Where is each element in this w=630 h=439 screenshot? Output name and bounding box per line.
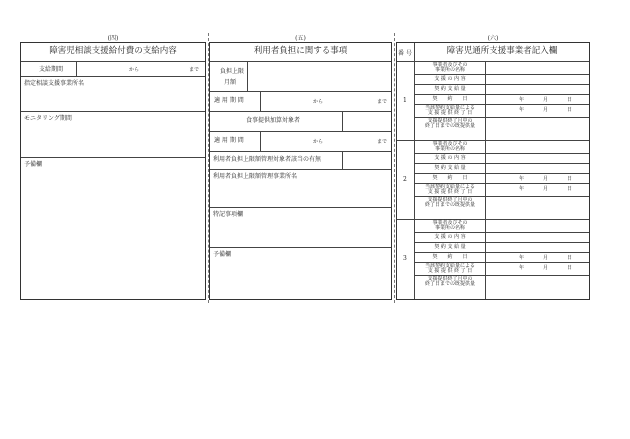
row-label-amount: 契 約 支 給 量 [434,244,466,250]
panel5-cap-label-a: 負担上限 [220,68,245,75]
row-label-end-date: 当該契約支給量による [424,184,475,190]
month-label: 月 [543,176,549,182]
panel5-mgmt-office-label: 利用者負担上限額管理事業所名 [213,173,298,180]
row-divider [414,163,589,164]
panel6-no-header: 番 号 [398,50,412,57]
panel4-frame [20,42,206,300]
panel5-special-label: 特記事項欄 [213,211,244,218]
panel6-frame [396,42,590,300]
row-divider [414,173,589,174]
row-label-remaining: 支援提供終了月中の [427,276,473,282]
panel4-to: まで [189,67,200,73]
month-label: 月 [543,107,549,113]
row-label-remaining: 支援提供終了月中の [427,197,473,203]
row-divider [414,84,589,85]
row-label-remaining-2: 終了日までの既提供量 [424,202,475,208]
row-label-remaining-2: 終了日までの既提供量 [424,281,475,287]
year-label: 年 [519,107,525,113]
panel5-frame [209,42,392,300]
month-label: 月 [543,97,549,103]
row-label-service: 支 援 の 内 容 [434,234,466,240]
panel5-cap-label-b: 月額 [224,79,237,86]
panel5-title: 利用者負担に関する事項 [253,46,348,56]
day-label: 日 [567,265,573,271]
row-label-contract-date: 契 約 日 [432,175,468,181]
year-label: 年 [519,176,525,182]
row-label-office-2: 事業所の名称 [434,146,465,152]
row-label-remaining: 支援提供終了月中の [427,118,473,124]
panel4-from: から [129,67,140,73]
row-divider [414,242,589,243]
group-number: 1 [403,96,407,104]
day-label: 日 [567,186,573,192]
panel5-period-label-2: 適 用 期 間 [214,137,244,144]
panel4-title: 障害児相談支援給付費の支給内容 [49,46,177,56]
row-divider [414,252,589,253]
panel5-period-label: 適 用 期 間 [214,97,244,104]
row-label-end-date-2: 支 援 提 供 終 了 日 [427,268,473,274]
row-label-service: 支 援 の 内 容 [434,155,466,161]
row-label-office: 事業者及びその [432,62,468,68]
day-label: 日 [567,176,573,182]
row-label-office: 事業者及びその [432,220,468,226]
row-divider [414,74,589,75]
year-label: 年 [519,97,525,103]
panel5-from-2: から [313,139,324,145]
day-label: 日 [567,255,573,261]
row-label-end-date: 当該契約支給量による [424,263,475,269]
month-label: 月 [543,265,549,271]
day-label: 日 [567,107,573,113]
year-label: 年 [519,255,525,261]
panel5-meal-label: 食事提供加算対象者 [246,117,301,124]
month-label: 月 [543,255,549,261]
panel5-number: (五) [295,35,306,42]
row-label-office-2: 事業所の名称 [434,67,465,73]
row-label-end-date-2: 支 援 提 供 終 了 日 [427,110,473,116]
row-divider [414,94,589,95]
day-label: 日 [567,97,573,103]
panel5-to-2: まで [377,139,388,145]
panel4-notes-label: 予備欄 [24,161,43,168]
fold-line-2 [394,33,395,303]
group-number: 3 [403,254,407,262]
row-label-contract-date: 契 約 日 [432,96,468,102]
row-label-service: 支 援 の 内 容 [434,76,466,82]
panel6-number: (六) [487,35,499,42]
group-number: 2 [403,175,407,183]
panel4-number: (四) [107,35,119,42]
row-label-remaining-2: 終了日までの既提供量 [424,123,475,129]
row-label-contract-date: 契 約 日 [432,254,468,260]
panel4-office-label: 指定相談支援事業所名 [24,80,85,87]
row-label-amount: 契 約 支 給 量 [434,165,466,171]
panel4-period-label: 支給期間 [39,66,64,73]
year-label: 年 [519,186,525,192]
year-label: 年 [519,265,525,271]
row-label-amount: 契 約 支 給 量 [434,86,466,92]
row-divider [414,153,589,154]
row-label-end-date-2: 支 援 提 供 終 了 日 [427,189,473,195]
panel5-to: まで [377,99,388,105]
row-label-end-date: 当該契約支給量による [424,105,475,111]
month-label: 月 [543,186,549,192]
row-label-office-2: 事業所の名称 [434,225,465,231]
panel4-monitoring-label: モニタリング期間 [24,115,72,122]
row-label-office: 事業者及びその [432,141,468,147]
panel5-notes-label: 予備欄 [213,251,232,258]
panel5-mgmt-flag-label: 利用者負担上限額管理対象者該当の有無 [213,156,322,163]
panel5-from: から [313,99,324,105]
row-divider [414,232,589,233]
panel6-title: 障害児通所支援事業者記入欄 [446,46,558,56]
